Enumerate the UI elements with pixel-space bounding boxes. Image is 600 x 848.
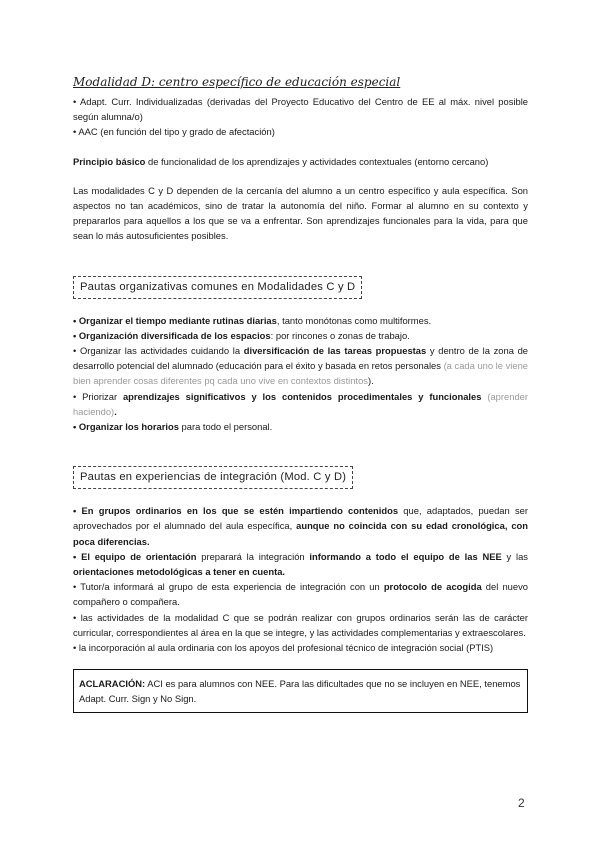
list-item: • Organizar los horarios para todo el personal. <box>73 421 273 433</box>
list-item: • Organizar las actividades cuidando la diversificación de las tareas propuestas y dentro de la zona de desarrollo potencial del alumnado (educación para el éxito y basada en retos personales (a cada uno le viene bien aprender cosas diferentes pq cada uno vive en contextos distintos). <box>73 345 529 387</box>
list-item: • En grupos ordinarios en los que se estén impartiendo contenidos que, adaptados, puedan ser aprovechados por el alumnado del aula específica, aunque no coincida con su edad cronológica, con poca diferencias. <box>73 505 528 547</box>
paragraph: Las modalidades C y D dependen de la cercanía del alumno a un centro específico y aula específica. Son aspectos no tan académicos, sino de tratar la autonomía del niño. Formar al alumno en su contexto y prepararlos para aquellos a los que se va a enfrentar. Son aprendizajes funcionales para la vida, para que sean lo más autosuficientes posibles. <box>73 184 528 242</box>
list-item: • Priorizar aprendizajes significativos y los contenidos procedimentales y funcionales (aprender haciendo). <box>73 390 528 417</box>
page-number: 2 <box>518 796 525 810</box>
page-content <box>73 74 528 713</box>
section-title-pautas-organizativas: Pautas organizativas comunes en Modalidades C y D <box>73 276 362 299</box>
list-item: • AAC (en función del tipo y grado de afectación) <box>73 126 275 138</box>
principio-line <box>73 154 528 169</box>
list-item: • Organizar el tiempo mediante rutinas diarias, tanto monótonas como multiformes. <box>73 314 432 326</box>
list-item: • El equipo de orientación preparará la integración informando a todo el equipo de las NEE y las orientaciones metodológicas a tener en cuenta. <box>73 550 528 578</box>
aclaracion-box <box>73 669 528 713</box>
principio-bold: Principio básico <box>73 155 146 167</box>
section-title-pautas-integracion: Pautas en experiencias de integración (Mod. C y D) <box>73 466 353 489</box>
aclaracion-label: ACLARACIÓN: <box>79 678 146 690</box>
aclaracion-text: ACI es para alumnos con NEE. Para las dificultades que no se incluyen en NEE, tenemos Adapt. Curr. Sign y No Sign. <box>79 678 521 705</box>
section-heading-modalidad-d: Modalidad D: centro específico de educación especial <box>73 75 401 89</box>
list-item: • las actividades de la modalidad C que se podrán realizar con grupos ordinarios serán las de carácter curricular, correspondientes al área en la que se integre, y las actividades complementarias y extraescolares. <box>73 611 528 638</box>
principio-text: de funcionalidad de los aprendizajes y actividades contextuales (entorno cercano) <box>145 155 489 167</box>
list-item: • Tutor/a informará al grupo de esta experiencia de integración con un protocolo de acogida del nuevo compañero o compañera. <box>73 581 528 608</box>
list-item: • la incorporación al aula ordinaria con los apoyos del profesional técnico de integración social (PTIS) <box>73 642 494 654</box>
list-item: • Adapt. Curr. Individualizadas (derivadas del Proyecto Educativo del Centro de EE al máx. nivel posible según alumna/o) <box>73 96 528 123</box>
list-item: • Organización diversificada de los espacios: por rincones o zonas de trabajo. <box>73 329 410 341</box>
